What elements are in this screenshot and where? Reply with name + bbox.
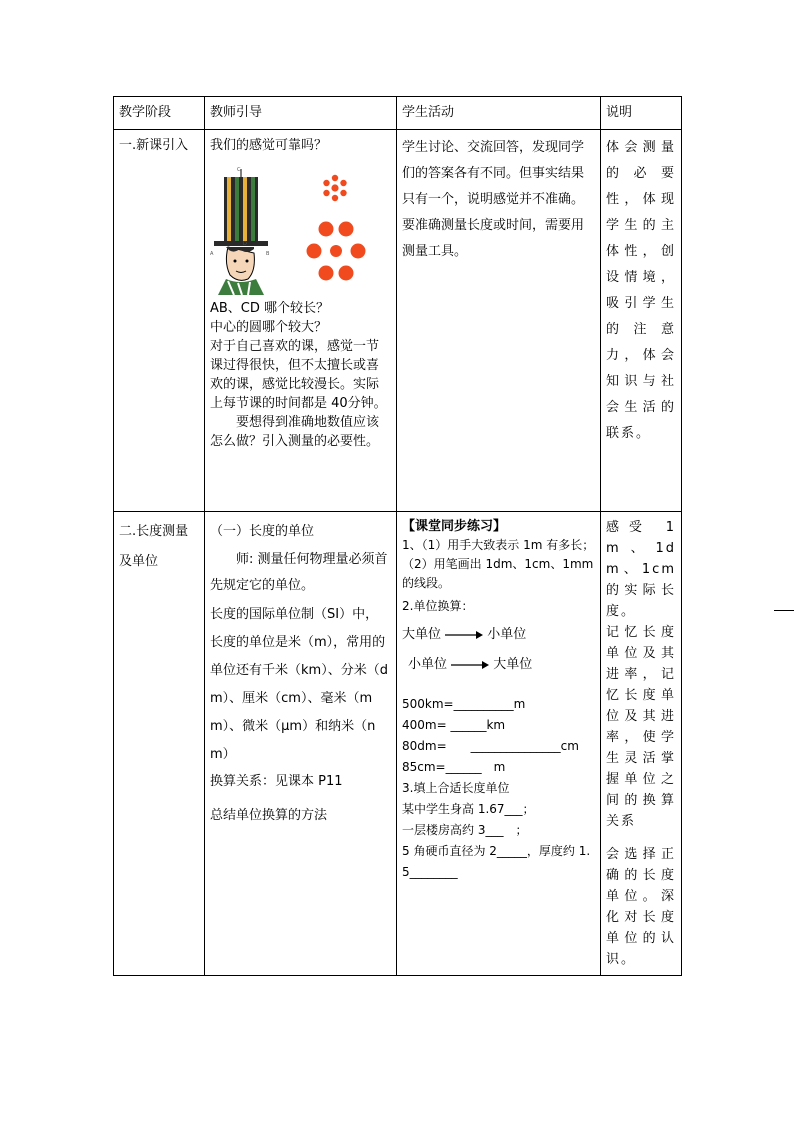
lesson-table [113,96,682,976]
practice-title: 【课堂同步练习】 [402,519,507,534]
teacher-relation: 换算关系：见课本 P11 [210,774,343,789]
teacher-summary: 总结单位换算的方法 [210,808,328,823]
table-row [114,512,682,976]
big-unit-label: 大单位 [493,657,533,672]
note-choose: 会选择正确的长度单位。深化对长度单位的认识。 [606,847,676,967]
conversion-4: 85cm=______ m [402,760,506,774]
teacher-line-ab-cd: AB、CD 哪个较长？ [210,301,330,316]
teacher-question: 我们的感觉可靠吗？ [210,138,328,153]
note-cell [601,512,682,976]
hat-man-illusion [210,167,270,295]
margin-dash [774,610,794,611]
teacher-para-si: 长度的国际单位制（SI）中，长度的单位是米（m），常用的单位还有千米（km）、分米（dm）、厘米（cm）、毫米（mm）、微米（μm）和纳米（nm） [210,607,388,762]
section-title: （一）长度的单位 [210,524,315,539]
stage-label: 一.新课引入 [119,138,189,153]
teacher-para-unit: 师: 测量任何物理量必须首先规定它的单位。 [210,552,388,593]
header-note: 说明 [601,97,682,130]
note-memory: 记忆长度单位及其进率，记忆长度单位及其进率，使学生灵活掌握单位之间的换算关系 [606,625,676,829]
teacher-line-circle: 中心的圆哪个较大？ [210,320,328,335]
teacher-para-measure: 要想得到准确地数值应该怎么做？引入测量的必要性。 [210,415,380,449]
label-c: C [237,167,241,173]
fill-2: 一层楼房高约 3___ ； [402,823,528,837]
ebbinghaus-large-ring [307,222,366,281]
teacher-para-time: 对于自己喜欢的课，感觉一节课过得很快，但不太擅长或喜欢的课，感觉比较漫长。实际上每节课的时间都是 40分钟。 [210,339,387,411]
fill-3: 5 角硬币直径为 2_____，厚度约 1.5________ [402,844,591,879]
conversion-3: 80dm= _______________cm [402,739,579,753]
student-activity: 学生讨论、交流回答，发现同学们的答案各有不同。但事实结果只有一个，说明感觉并不准确。要准确测量长度或时间，需要用测量工具。 [402,140,585,259]
arrow-right-icon [445,630,483,640]
teacher-cell [205,512,397,976]
student-cell [397,512,601,976]
illusion-illustration [210,163,390,295]
note-text: 体会测量的必要性，体现学生的主体性，创设情境，吸引学生的注意力，体会知识与社会生活的联系。 [606,140,676,441]
header-student: 学生活动 [397,97,601,130]
big-to-small-row [402,624,595,646]
teacher-cell [205,130,397,512]
label-d: D [243,241,247,247]
header-teacher: 教师引导 [205,97,397,130]
small-unit-label: 小单位 [408,657,448,672]
stage-label: 二.长度测量及单位 [119,524,189,569]
hat-brim [214,241,268,246]
stage-cell [114,512,205,976]
note-cell [601,130,682,512]
table-header-row [114,97,682,130]
practice-q2: 2.单位换算： [402,599,474,613]
face [226,247,254,280]
label-a: A [210,251,214,257]
practice-q1: 1、（1）用手大致表示 1m 有多长； （2）用笔画出 1dm、1cm、1mm 的线段。 [402,538,601,590]
arrow-right-icon [451,660,489,670]
conversion-2: 400m= ______km [402,718,506,732]
fill-1: 某中学生身高 1.67___； [402,802,535,816]
stage-cell [114,130,205,512]
student-cell [397,130,601,512]
table-row [114,130,682,512]
ebbinghaus-small-ring [323,175,346,201]
note-feel: 感受 1m、1dm、1cm 的实际长度。 [606,520,676,619]
label-b: B [266,251,270,257]
illusion-figures [210,163,391,295]
small-unit-label: 小单位 [487,627,527,642]
header-stage: 教学阶段 [114,97,205,130]
small-to-big-row [402,654,595,676]
big-unit-label: 大单位 [402,627,442,642]
practice-q3: 3.填上合适长度单位 [402,781,510,795]
conversion-1: 500km=__________m [402,697,526,711]
